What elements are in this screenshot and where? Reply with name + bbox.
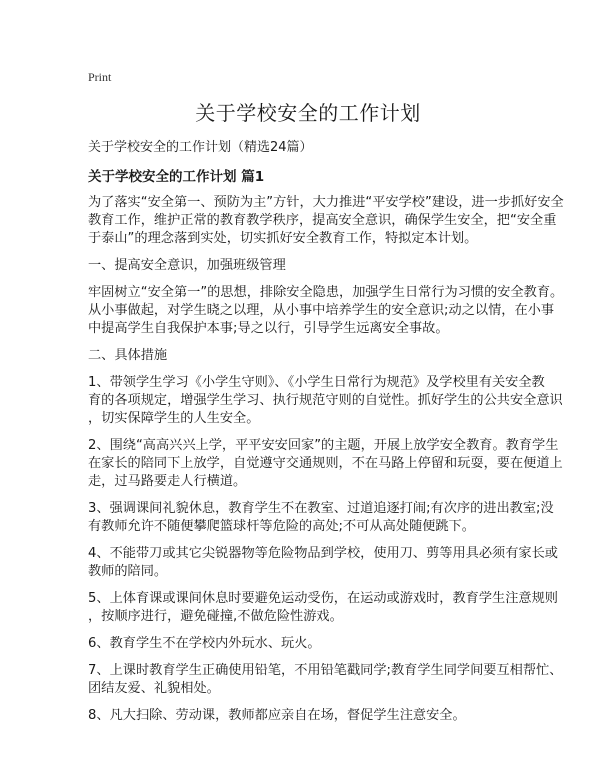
paragraph bbox=[88, 662, 568, 698]
section-title bbox=[88, 347, 568, 365]
text-line: 从小事做起，对学生晓之以理，从小事中培养学生的安全意识;动之以情，在小事 bbox=[88, 303, 555, 318]
document-body bbox=[88, 194, 568, 725]
text-line: 1、带领学生学习《小学生守则》、《小学生日常行为规范》及学校里有关安全教 bbox=[88, 375, 545, 390]
paragraph bbox=[88, 635, 568, 653]
text-line: 于泰山”的理念落到实处，切实抓好安全教育工作，特拟定本计划。 bbox=[88, 231, 478, 246]
text-line: 6、教育学生不在学校内外玩水、玩火。 bbox=[88, 636, 321, 651]
paragraph bbox=[88, 194, 568, 248]
document-title: 关于学校安全的工作计划 bbox=[195, 101, 421, 125]
text-line: 育的各项规定，增强学生学习、执行规范守则的自觉性。抓好学生的公共安全意识 bbox=[88, 393, 563, 408]
paragraph bbox=[88, 374, 568, 428]
document-subtitle: 关于学校安全的工作计划（精选24篇） bbox=[88, 140, 313, 155]
paragraph bbox=[88, 707, 568, 725]
document-page bbox=[88, 70, 568, 734]
text-line: 4、不能带刀或其它尖锐器物等危险物品到学校，使用刀、剪等用具必须有家长或 bbox=[88, 546, 558, 561]
paragraph bbox=[88, 545, 568, 581]
print-label: Print bbox=[88, 70, 112, 84]
text-line: 二、具体措施 bbox=[88, 348, 168, 363]
text-line: ，切实保障学生的人生安全。 bbox=[88, 411, 260, 426]
text-line: 牢固树立“安全第一”的思想，排除安全隐患，加强学生日常行为习惯的安全教育。 bbox=[88, 285, 564, 300]
text-line: 一、提高安全意识，加强班级管理 bbox=[88, 258, 286, 273]
text-line: 5、上体育课或课间休息时要避免运动受伤，在运动或游戏时，教育学生注意规则 bbox=[88, 591, 558, 606]
text-line: 教育工作，维护正常的教育教学秩序，提高安全意识，确保学生安全，把“安全重 bbox=[88, 213, 557, 228]
text-line: 3、强调课间礼貌休息，教育学生不在教室、过道追逐打闹;有次序的进出教室;没 bbox=[88, 501, 554, 516]
text-line: 7、上课时教育学生正确使用铅笔，不用铅笔戳同学;教育学生同学间要互相帮忙、 bbox=[88, 663, 563, 678]
text-line: 8、凡大扫除、劳动课，教师都应亲自在场，督促学生注意安全。 bbox=[88, 708, 466, 723]
text-line: 教师的陪同。 bbox=[88, 564, 168, 579]
text-line: 中提高学生自我保护本事;导之以行，引导学生远离安全事故。 bbox=[88, 321, 449, 336]
text-line: 为了落实“安全第一、预防为主”方针，大力推进“平安学校”建设，进一步抓好安全 bbox=[88, 195, 564, 210]
paragraph bbox=[88, 590, 568, 626]
text-line: 在家长的陪同下上放学，自觉遵守交通规则，不在马路上停留和玩耍，要在便道上 bbox=[88, 456, 563, 471]
text-line: ，按顺序进行，避免碰撞,不做危险性游戏。 bbox=[88, 609, 343, 624]
text-line: 2、围绕“高高兴兴上学，平平安安回家”的主题，开展上放学安全教育。教育学生 bbox=[88, 438, 559, 453]
paragraph bbox=[88, 284, 568, 338]
text-line: 有教师允许不随便攀爬篮球杆等危险的高处;不可从高处随便跳下。 bbox=[88, 519, 475, 534]
section-heading: 关于学校安全的工作计划 篇1 bbox=[88, 169, 265, 185]
text-line: 团结友爱、礼貌相处。 bbox=[88, 681, 220, 696]
paragraph bbox=[88, 437, 568, 491]
text-line: 走，过马路要走人行横道。 bbox=[88, 474, 247, 489]
section-title bbox=[88, 257, 568, 275]
paragraph bbox=[88, 500, 568, 536]
